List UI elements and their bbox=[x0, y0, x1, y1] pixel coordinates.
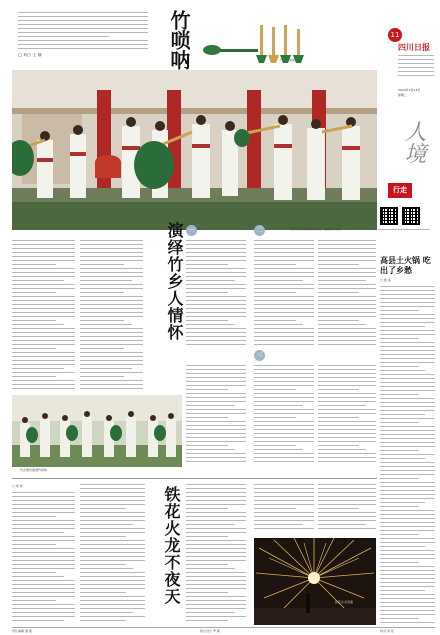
lead-title-top: 竹唢呐 bbox=[167, 10, 191, 70]
lead-intro bbox=[18, 12, 148, 50]
bottom-article-title: 铁花火龙不夜天 bbox=[162, 486, 181, 605]
iron-flower-photo bbox=[254, 538, 376, 625]
lead-body-col2 bbox=[80, 240, 143, 390]
footer-designer: 版式设计 罗 敏 bbox=[200, 629, 220, 633]
issue-weekday: 星期二 bbox=[398, 93, 408, 97]
lead-body-col3 bbox=[186, 240, 246, 348]
qr-code-left bbox=[380, 207, 398, 225]
lead-photo-group-caption: 竹乡群众演奏竹唢呐 bbox=[20, 468, 48, 472]
lead-body-col7 bbox=[254, 365, 314, 465]
paper-name: 四川日报 bbox=[398, 42, 430, 52]
bottom-body-col4 bbox=[254, 484, 314, 534]
bottom-body-col1 bbox=[12, 492, 75, 625]
masthead-info bbox=[398, 55, 434, 87]
section-divider bbox=[12, 478, 377, 479]
bottom-body-col5 bbox=[318, 484, 376, 534]
bottom-body-col3 bbox=[186, 484, 246, 625]
iron-flower-caption: 铁花火龙表演 bbox=[335, 600, 354, 604]
section-number-3: 三 bbox=[254, 350, 265, 361]
right-article-byline: □ 雷 泽 bbox=[380, 278, 391, 282]
lead-body-col4 bbox=[254, 240, 314, 348]
lead-body-col1 bbox=[12, 240, 75, 390]
lead-body-col8 bbox=[318, 365, 376, 465]
lead-photo-caption: 竹乡艺人们吹奏竹唢呐，欢迎远方来客 bbox=[290, 227, 342, 231]
lead-photo-band bbox=[12, 70, 377, 230]
column-badge: 行走 bbox=[388, 183, 412, 198]
lead-body-col6 bbox=[186, 365, 246, 465]
section-calligraphy: 人境 bbox=[401, 120, 426, 164]
lead-body-col5 bbox=[318, 240, 376, 348]
section-number-2: 二 bbox=[254, 225, 265, 236]
lead-title-main: 演绎竹乡人情怀 bbox=[165, 222, 184, 341]
right-article-title: 高县土火锅 吃出了乡愁 bbox=[380, 255, 431, 275]
right-article-body bbox=[380, 286, 435, 626]
lead-byline: □ 刘占 王 静 bbox=[18, 53, 42, 57]
footer-editor: 责任编辑 谢 强 bbox=[12, 629, 32, 633]
qr-code-right bbox=[402, 207, 420, 225]
footer-rule bbox=[12, 627, 435, 628]
suona-caption: 竹唢呐演奏 bbox=[280, 58, 296, 62]
bottom-article-byline: □ 刘 洋 bbox=[12, 484, 23, 488]
qr-caption bbox=[378, 229, 430, 235]
section-number-1: 一 bbox=[186, 225, 197, 236]
issue-date: 2020年3月14日 bbox=[398, 88, 421, 92]
lead-photo-group bbox=[12, 395, 182, 467]
footer-proofreader: 校对 李 佳 bbox=[380, 629, 394, 633]
page-number-badge: 11 bbox=[388, 28, 402, 42]
bottom-body-col2 bbox=[80, 484, 145, 625]
